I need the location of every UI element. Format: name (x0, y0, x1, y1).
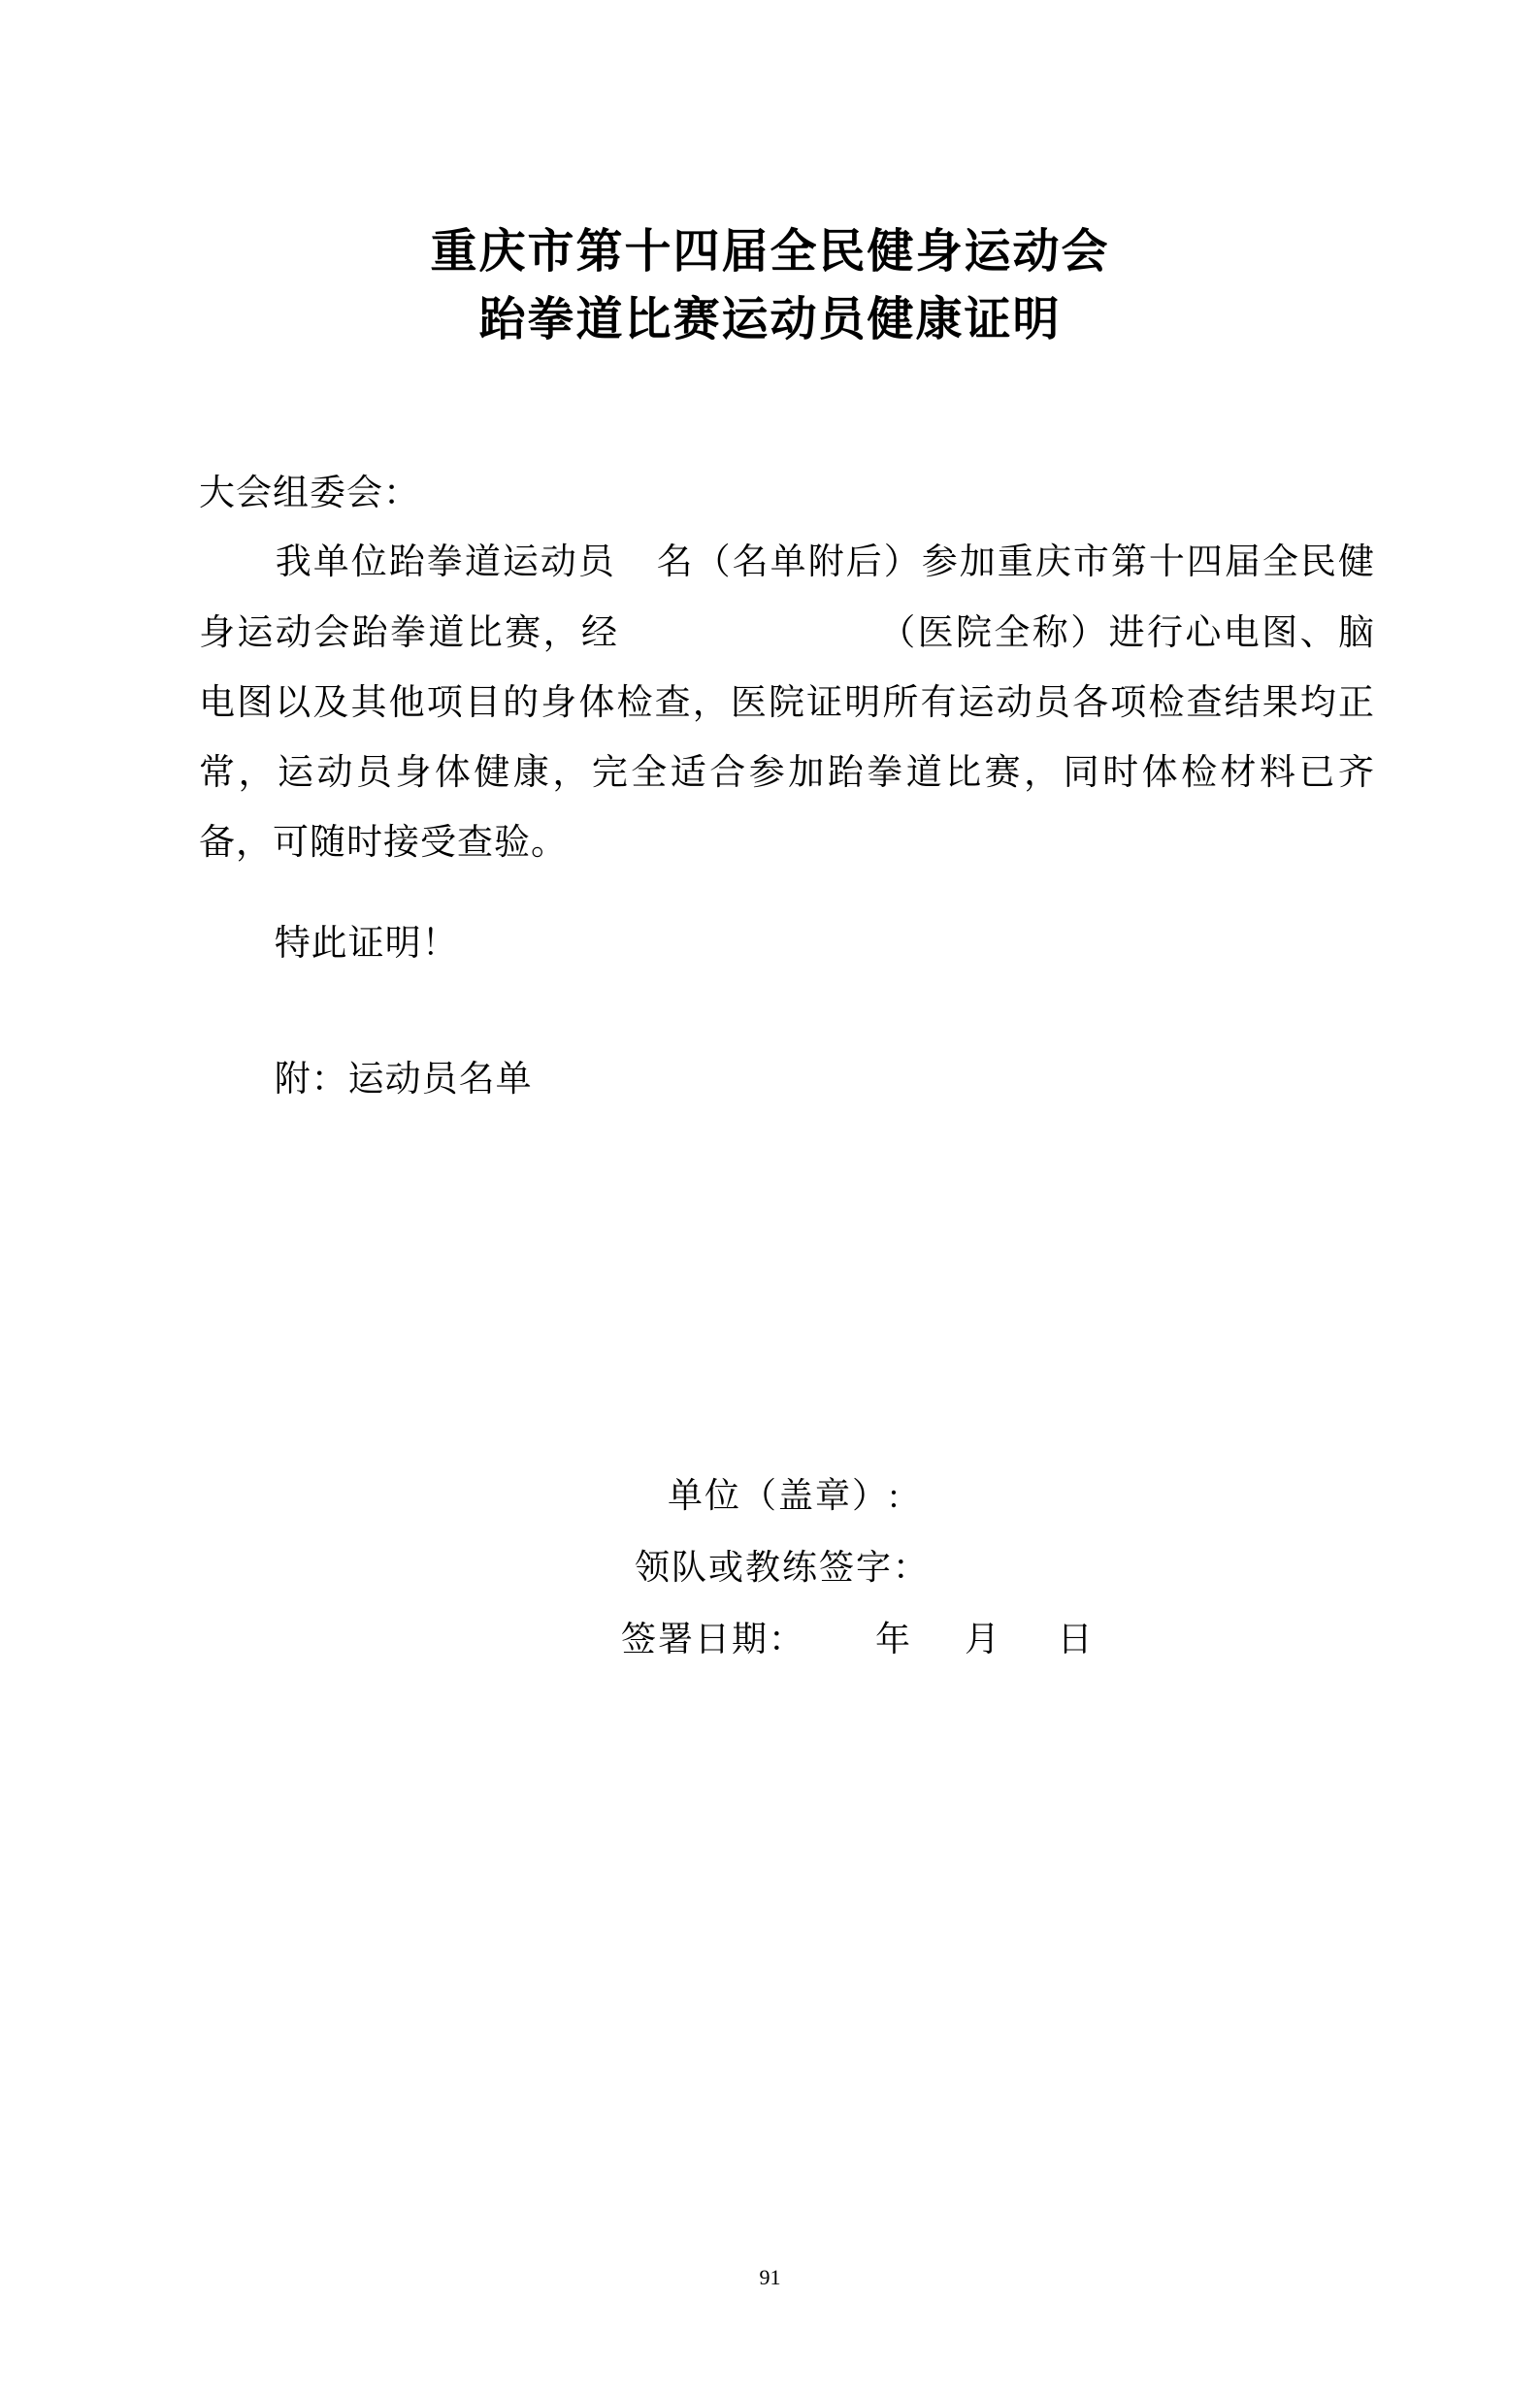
date-year: 年 (875, 1619, 913, 1658)
special-note: 特此证明！ (274, 924, 459, 965)
page-number: 91 (759, 2265, 781, 2289)
date-day: 日 (1057, 1619, 1095, 1658)
salutation: 大会组委会： (199, 474, 420, 514)
date-label: 签署日期： (621, 1619, 806, 1658)
body-text-part-2: 名（名单附后）参加重庆市第十四届全民健身运动会跆拳道比赛，经 (199, 542, 1376, 653)
document-body (0, 460, 1540, 1101)
signature-date-line (621, 1604, 1540, 1676)
unit-seal-line: 单位（盖章）: (668, 1476, 901, 1516)
body-text-part-1: 我单位跆拳道运动员 (274, 542, 616, 583)
body-paragraph (199, 528, 1375, 878)
signature-block (0, 1461, 1540, 1675)
title-line-1: 重庆市第十四届全民健身运动会 (430, 224, 1110, 279)
date-month: 月 (965, 1619, 1002, 1658)
document-page (0, 218, 1540, 2397)
title-line-2: 跆拳道比赛运动员健康证明 (478, 291, 1062, 346)
attachment-note: 附：运动员名单 (274, 1060, 533, 1100)
body-text-part-3: （医院全称）进行心电图、脑电图以及其他项目的身体检查，医院证明所有运动员各项检查结果均正常，运动员身体健康，完全适合参加跆拳道比赛，同时体检材料已齐备，可随时接受查验。 (199, 612, 1376, 864)
document-title (0, 218, 1540, 353)
leader-signature-line: 领队或教练签字： (635, 1547, 931, 1587)
